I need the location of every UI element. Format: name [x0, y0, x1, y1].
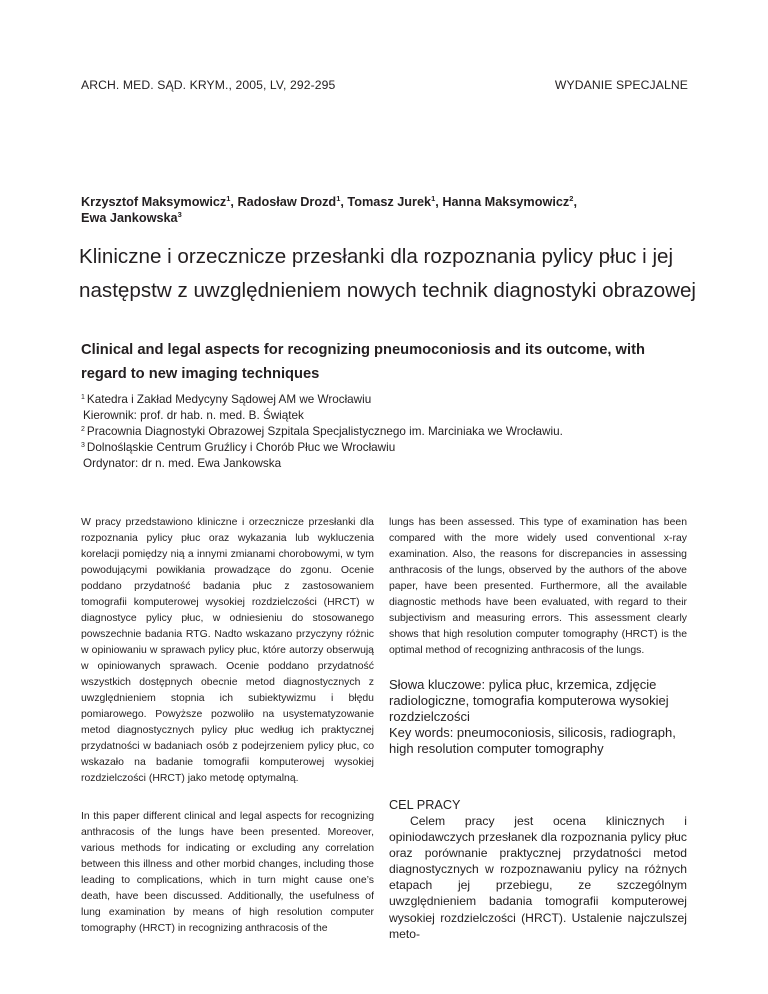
author-name: Hanna Maksymowicz — [442, 195, 570, 209]
affiliation-line: $^3$ Dolnośląskie Centrum Gruźlicy i Chorób Płuc we Wrocławiu — [81, 441, 396, 454]
author-affiliation-mark: 1 — [226, 194, 231, 203]
author-list: Krzysztof Maksymowicz$^1$, Radosław Drozd$^1$, Tomasz Jurek$^1$, Hanna Maksymowicz$^2$, Ewa Jankowska$^3$ — [81, 194, 577, 225]
author-name: Tomasz Jurek — [347, 195, 432, 209]
affiliation-line: $^1$ Katedra i Zakład Medycyny Sądowej AM we Wrocławiu — [81, 393, 372, 406]
author-name: Radosław Drozd — [237, 195, 337, 209]
author-name: Ewa Jankowska — [81, 210, 178, 225]
affiliations — [81, 392, 721, 472]
edition-label: WYDANIE SPECJALNE — [554, 78, 688, 92]
section-heading: CEL PRACY — [389, 798, 461, 812]
section-body-text: Celem pracy jest ocena klinicznych i opiniodawczych przesłanek dla rozpoznania pylicy płuc oraz porównanie praktycznej przydatności metod diagnostycznych w rozpoznawaniu pylicy na różnych etapach jej przebiegu, ze szczególnym uwzględnieniem badania tomografii komputerowej wysokiej rozdzielczości (HRCT). Ustalenie najczulszej meto- — [389, 814, 687, 941]
affiliation-line: Kierownik: prof. dr hab. n. med. B. Świątek — [83, 409, 304, 422]
keywords-english: Key words: pneumoconiosis, silicosis, radiograph, high resolution computer tomography — [389, 725, 676, 756]
author-name: Krzysztof Maksymowicz — [81, 195, 227, 209]
article-title-english: Clinical and legal aspects for recognizing pneumoconiosis and its outcome, with regard to new imaging techniques — [81, 342, 645, 382]
author-affiliation-mark: 1 — [431, 194, 436, 203]
affiliation-line: $^2$ Pracownia Diagnostyki Obrazowej Szpitala Specjalistycznego im. Marciniaka we Wrocławiu. — [81, 425, 563, 438]
affiliation-line: Ordynator: dr n. med. Ewa Jankowska — [83, 457, 282, 470]
author-affiliation-mark: 1 — [336, 194, 341, 203]
abstract-english-part1: In this paper different clinical and legal aspects for recognizing anthracosis of the lungs have been presented. Moreover, various methods for indicating or excluding any correlation between this illness and other morbid changes, including those leading to complications, which in turn might cause one’s death, have been discussed. Additionally, the usefulness of lung examination by means of high resolution computer tomography (HRCT) in recognizing anthracosis of the — [81, 811, 374, 934]
abstract-polish: W pracy przedstawiono kliniczne i orzecznicze przesłanki dla rozpoznania pylicy płuc oraz wykazania lub wykluczenia korelacji pomiędzy nią a innymi zmianami chorobowymi, w tym powodującymi powikłania prowadzące do zgonu. Ocenie poddano przydatność badania płuc z zastosowaniem tomografii komputerowej wysokiej rozdzielczości (HRCT) w diagnostyce pylicy płuc, w odniesieniu do stosowanego powszechnie badania RTG. Nadto wskazano przyczyny różnic w opiniowaniu w sprawach pylicy płuc, które autorzy obserwują w opiniowanych sprawach. Ocenie poddano przydatność wszystkich dostępnych obecnie metod diagnostycznych z uwzględnieniem stopnia ich subiektywizmu i błędu pomiarowego. Powyższe pozwoliło na usystematyzowanie metod diagnostycznych pylicy płuc według ich praktycznej przydatności w badaniach osób z podejrzeniem pylicy płuc, co wskazało na badanie tomografii komputerowej wysokiej rozdzielczości (HRCT) jako metodę optymalną. — [81, 517, 374, 784]
left-column — [81, 515, 374, 937]
author-affiliation-mark: 2 — [569, 194, 574, 203]
keywords-polish: Słowa kluczowe: pylica płuc, krzemica, zdjęcie radiologiczne, tomografia komputerowa wysokiej rozdzielczości — [389, 677, 669, 724]
running-head — [81, 78, 688, 92]
author-affiliation-mark: 3 — [177, 209, 182, 219]
keywords-block — [389, 677, 687, 757]
right-column — [389, 515, 687, 942]
article-title-polish: Kliniczne i orzecznicze przesłanki dla rozpoznania pylicy płuc i jej następstw z uwzględnieniem nowych technik diagnostyki obrazowej — [79, 245, 696, 302]
abstract-english-part2: lungs has been assessed. This type of examination has been compared with the more widely used conventional x-ray examination. Also, the reasons for discrepancies in assessing anthracosis of the lungs, observed by the authors of the above paper, have been presented. Furthermore, all the available diagnostic methods have been evaluated, with regard to their subjectivism and measuring errors. This assessment clearly shows that high resolution computer tomography (HRCT) is the optimal method of recognizing anthracosis of the lungs. — [389, 517, 687, 656]
journal-reference: ARCH. MED. SĄD. KRYM., 2005, LV, 292-295 — [81, 78, 336, 92]
